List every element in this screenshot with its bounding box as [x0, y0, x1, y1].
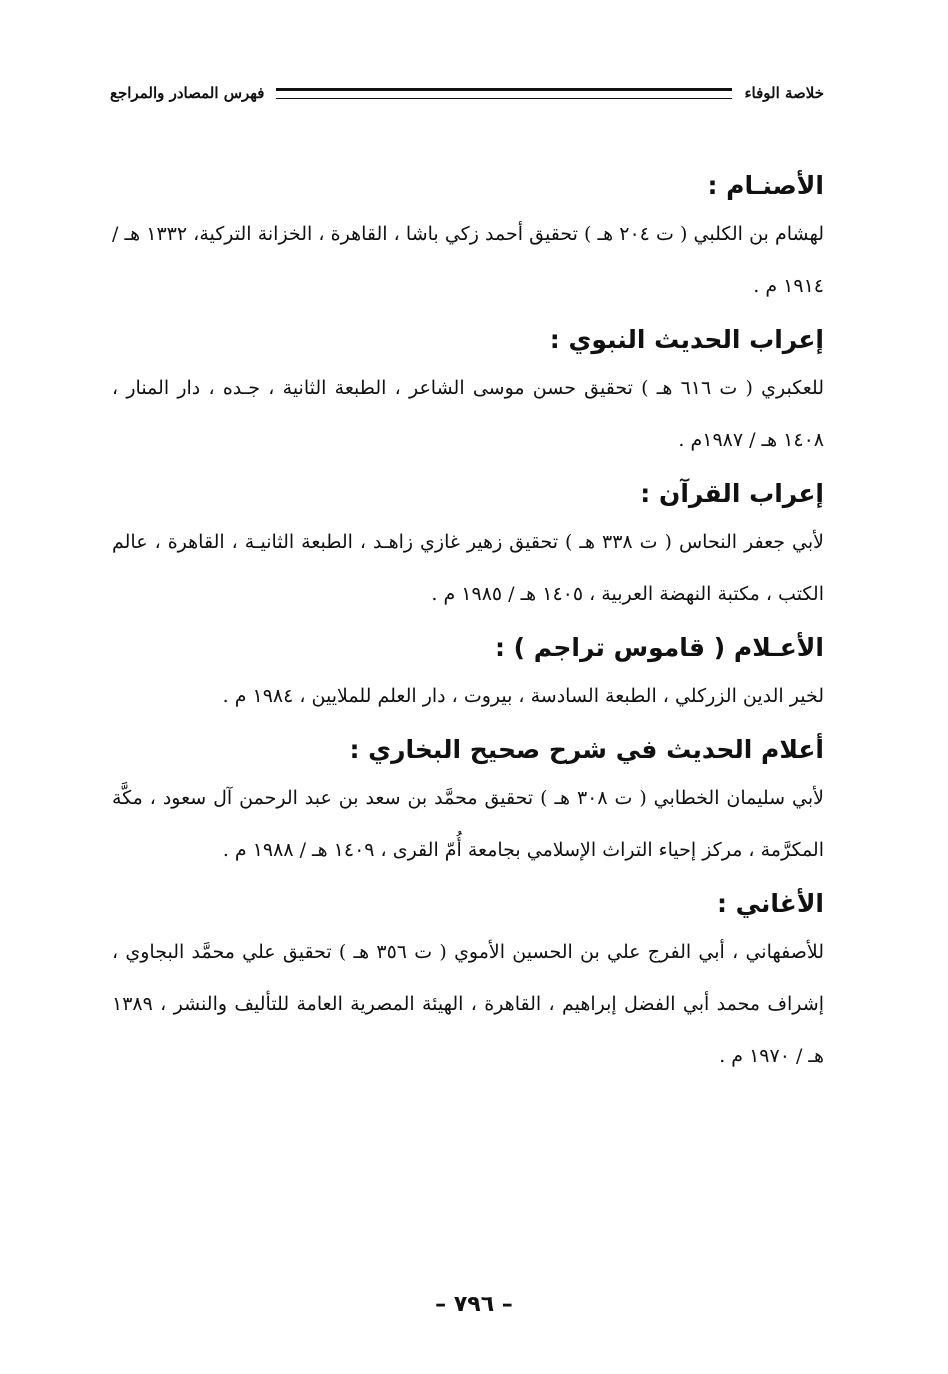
- bibliography-entry: [112, 164, 824, 312]
- entry-title: الأصنـام :: [707, 171, 824, 200]
- header-rule: [276, 88, 732, 99]
- page-number: – ٧٩٦ –: [435, 1292, 513, 1317]
- header-book-title: خلاصة الوفاء: [744, 84, 824, 102]
- entry-body: للعكبري ( ت ٦١٦ هـ ) تحقيق حسن موسى الشاعر ، الطبعة الثانية ، جـده ، دار المنار ، ١٤٠٨ هـ / ١٩٨٧م .: [112, 377, 824, 451]
- entry-title: إعراب الحديث النبوي :: [549, 325, 824, 354]
- entry-title: أعلام الحديث في شرح صحيح البخاري :: [349, 735, 824, 764]
- running-header: [110, 80, 824, 106]
- entry-title: إعراب القرآن :: [640, 479, 824, 508]
- entry-title: الأغاني :: [716, 889, 824, 918]
- header-section-title: فهرس المصادر والمراجع: [110, 84, 265, 102]
- bibliography-entry: [112, 318, 824, 466]
- entry-body: لهشام بن الكلبي ( ت ٢٠٤ هـ ) تحقيق أحمد زكي باشا ، القاهرة ، الخزانة التركية، ١٣٣٢ هـ / ١٩١٤ م .: [112, 223, 824, 297]
- entry-body: لأبي جعفر النحاس ( ت ٣٣٨ هـ ) تحقيق زهير غازي زاهـد ، الطبعة الثانيـة ، القاهرة ، عالم الكتب ، مكتبة النهضة العربية ، ١٤٠٥ هـ / ١٩٨٥ م .: [112, 531, 824, 605]
- entry-body: لخير الدين الزركلي ، الطبعة السادسة ، بيروت ، دار العلم للملايين ، ١٩٨٤ م .: [222, 685, 824, 707]
- bibliography-entry: [112, 882, 824, 1082]
- bibliography-entry: [112, 472, 824, 620]
- bibliography-entry: [112, 728, 824, 876]
- bibliography-entry: [112, 626, 824, 722]
- entry-body: لأبي سليمان الخطابي ( ت ٣٠٨ هـ ) تحقيق محمَّد بن سعد بن عبد الرحمن آل سعود ، مكَّة المكرَّمة ، مركز إحياء التراث الإسلامي بجامعة أُمّ القرى ، ١٤٠٩ هـ / ١٩٨٨ م .: [112, 787, 824, 861]
- entry-body: للأصفهاني ، أبي الفرج علي بن الحسين الأموي ( ت ٣٥٦ هـ ) تحقيق علي محمَّد البجاوي ، إشراف محمد أبي الفضل إبراهيم ، القاهرة ، الهيئة المصرية العامة للتأليف والنشر ، ١٣٨٩ هـ / ١٩٧٠ م .: [112, 941, 824, 1067]
- bibliography-list: [112, 164, 824, 1088]
- entry-title: الأعـلام ( قاموس تراجم ) :: [494, 633, 824, 662]
